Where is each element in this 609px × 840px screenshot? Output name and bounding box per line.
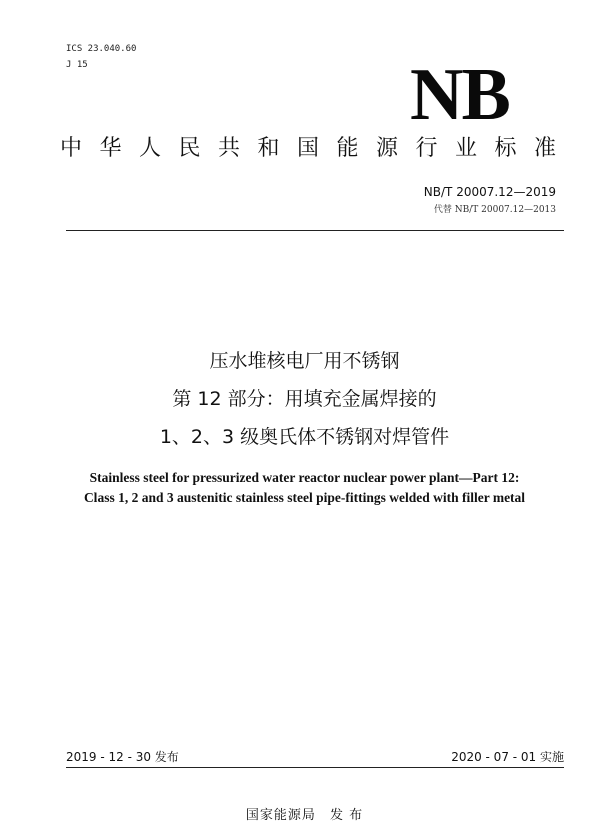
publisher-line [0, 804, 609, 823]
title-zh-line-1: 压水堆核电厂用不锈钢 [209, 350, 400, 372]
issue-date: 2019 - 12 - 30 发布 [66, 750, 179, 764]
standard-number: NB/T 20007.12—2019 [423, 185, 556, 199]
header-divider [66, 230, 564, 231]
replaces-note: 代替 NB/T 20007.12—2013 [433, 205, 556, 215]
publisher-name: 国家能源局 [245, 808, 316, 823]
publish-word: 发 布 [329, 808, 364, 823]
title-zh-line-2: 第 12 部分：用填充金属焊接的 [172, 388, 437, 410]
implementation-date: 2020 - 07 - 01 实施 [451, 750, 564, 764]
ics-code: ICS 23.040.60 [66, 44, 137, 54]
title-en-line-2: Class 1, 2 and 3 austenitic stainless steel pipe-fittings welded with filler metal [83, 490, 526, 505]
organization-title: 中华人民共和国能源行业标准 [60, 136, 574, 161]
title-zh-line-3: 1、2、3 级奥氏体不锈钢对焊管件 [159, 426, 450, 448]
title-en-line-1: Stainless steel for pressurized water reactor nuclear power plant—Part 12: [89, 470, 520, 485]
nb-logo: NB [410, 54, 509, 136]
ccs-code: J 15 [66, 60, 88, 70]
footer-divider [66, 767, 564, 768]
